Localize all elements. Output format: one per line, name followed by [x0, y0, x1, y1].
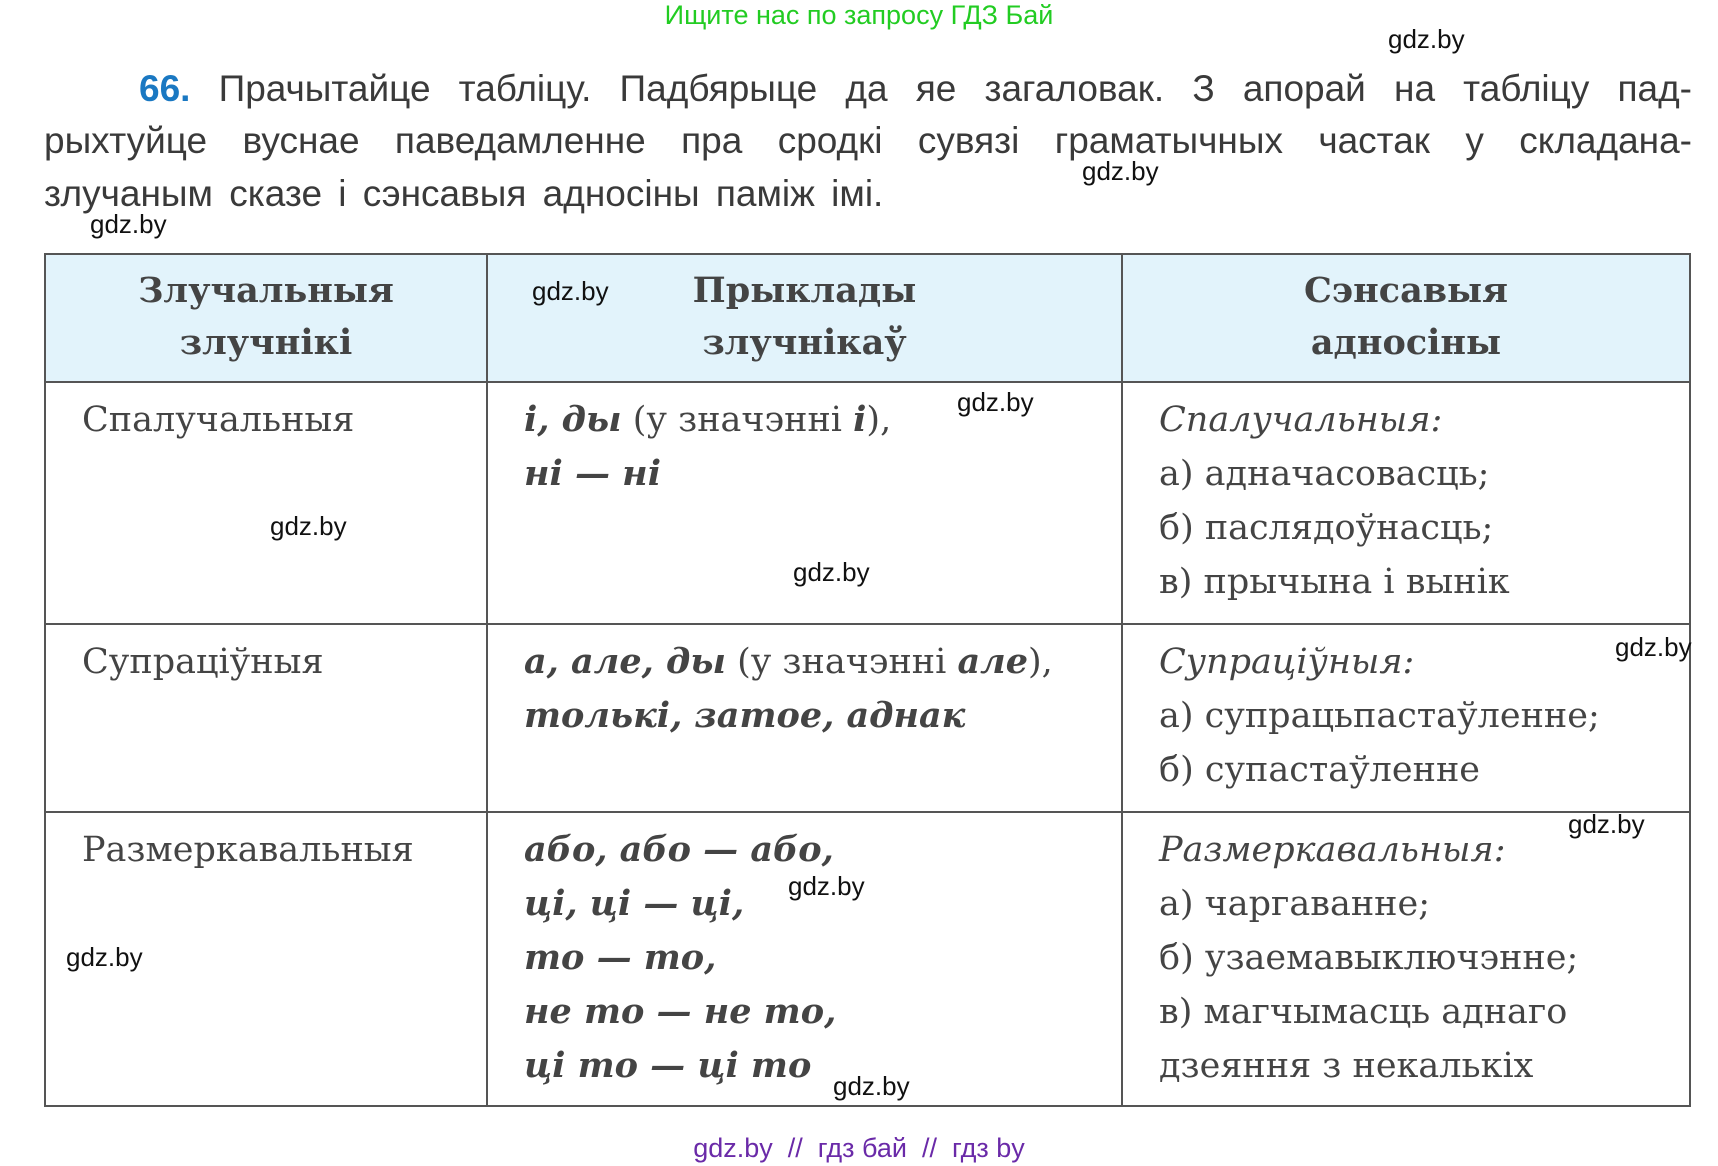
relation-item: б) паслядоўнасць; [1159, 508, 1494, 548]
header-line: Прыклады [692, 270, 917, 311]
example-fragment: але [957, 641, 1029, 682]
watermark: gdz.by [532, 276, 609, 306]
relations-title: Спалучальныя: [1159, 400, 1443, 440]
watermark: gdz.by [1568, 809, 1645, 839]
relations-title: Размеркавальныя: [1159, 830, 1506, 870]
conjunction-type: Размеркавальныя [82, 830, 414, 870]
example-fragment: то — то, [524, 937, 717, 978]
header-line: злучнікаў [702, 322, 907, 363]
search-banner: Ищите нас по запросу ГДЗ Бай [664, 0, 1054, 30]
relation-item: а) супрацьпастаўленне; [1159, 696, 1600, 736]
conjunction-type-cell [46, 625, 488, 813]
relation-item: в) прычына і вынік [1159, 562, 1510, 602]
watermark: gdz.by [66, 942, 143, 972]
watermark: gdz.by [788, 871, 865, 901]
example-fragment: (у значэнні [621, 400, 854, 440]
header-line: адносіны [1310, 322, 1502, 363]
example-fragment: ні — ні [524, 453, 661, 494]
example-line [524, 689, 1101, 743]
conjunctions-table [44, 253, 1691, 1107]
table-header-cell [1123, 255, 1689, 383]
relation-item: а) адначасовасць; [1159, 454, 1490, 494]
example-fragment: ), [866, 400, 892, 440]
header-line: Злучальныя [138, 270, 394, 311]
header-line: злучнікі [179, 322, 353, 363]
relation-item: б) узаемавыключэнне; [1159, 938, 1579, 978]
exercise-line-3: злучаным сказе і сэнсавыя адносіны паміж імі. [44, 173, 884, 214]
watermark: gdz.by [957, 387, 1034, 417]
exercise-number: 66. [139, 68, 191, 109]
example-fragment: і, ды [524, 399, 622, 440]
example-line [524, 931, 1101, 985]
examples-cell [488, 813, 1123, 1105]
relations-cell [1123, 813, 1689, 1105]
table-header-cell [46, 255, 488, 383]
example-line [524, 635, 1101, 689]
relation-item: б) супастаўленне [1159, 750, 1480, 790]
conjunction-type-cell [46, 383, 488, 625]
example-fragment: ), [1028, 642, 1053, 682]
example-fragment: або, або — або, [524, 829, 834, 870]
examples-cell [488, 625, 1123, 813]
relation-item: дзеяння з некалькіх [1159, 1046, 1534, 1086]
watermark: gdz.by [1615, 632, 1692, 662]
watermark: gdz.by [90, 209, 167, 239]
relations-title: Супраціўныя: [1159, 642, 1415, 682]
example-fragment: ці, ці — ці, [524, 883, 745, 924]
example-fragment: толькі, затое, аднак [524, 695, 966, 736]
exercise-line-2: рыхтуйце вуснае паведамленне пра сродкі сувязі граматычных частак у складана- [44, 120, 1692, 161]
watermark: gdz.by [270, 511, 347, 541]
example-fragment: а, але, ды [524, 641, 726, 682]
header-line: Сэнсавыя [1303, 270, 1509, 311]
table-header-cell [488, 255, 1123, 383]
conjunction-type: Спалучальныя [82, 400, 355, 440]
example-fragment: не то — не то, [524, 991, 837, 1032]
watermark: gdz.by [1388, 24, 1465, 54]
watermark: gdz.by [1082, 156, 1159, 186]
example-line [524, 447, 1101, 501]
watermark: gdz.by [793, 557, 870, 587]
watermark: gdz.by [833, 1071, 910, 1101]
exercise-line-1 [44, 68, 1692, 110]
example-fragment: ці то — ці то [524, 1045, 812, 1086]
exercise-text: Прачытайце табліцу. Падбярыце да яе загаловак. З апорай на табліцу пад- [218, 68, 1692, 109]
conjunction-type: Супраціўныя [82, 642, 324, 682]
relation-item: а) чаргаванне; [1159, 884, 1430, 924]
footer-links: gdz.by // гдз бай // гдз by [693, 1133, 1025, 1163]
example-line [524, 985, 1101, 1039]
relations-cell [1123, 625, 1689, 813]
example-line [524, 1039, 1101, 1093]
examples-cell [488, 383, 1123, 625]
relation-item: в) магчымасць аднаго [1159, 992, 1568, 1032]
relations-cell [1123, 383, 1689, 625]
example-fragment: і [853, 399, 867, 440]
example-line [524, 823, 1101, 877]
example-fragment: (у значэнні [725, 642, 958, 682]
